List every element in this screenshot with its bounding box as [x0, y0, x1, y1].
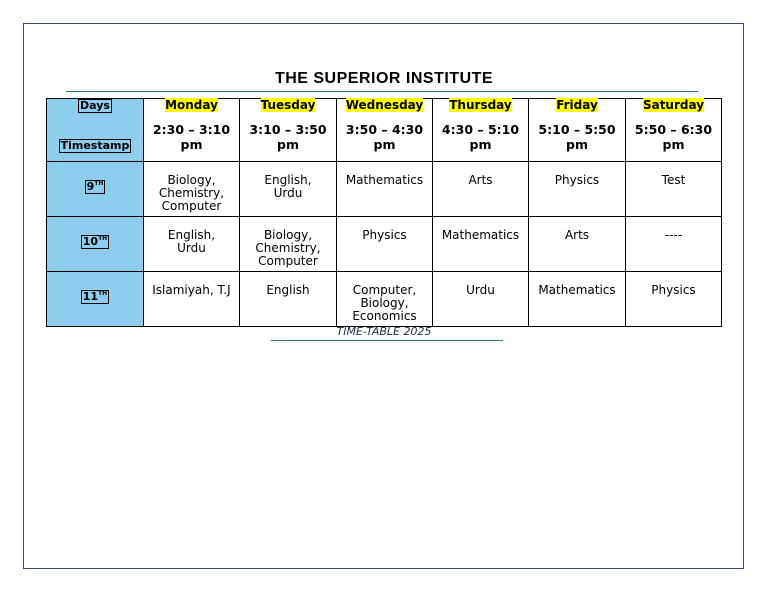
time-suffix: pm: [180, 137, 203, 152]
grade-label: 9TH: [86, 180, 104, 193]
days-timestamp-header: [47, 99, 144, 162]
time-suffix: pm: [469, 137, 492, 152]
subject-cell: Mathematics: [337, 162, 433, 217]
day-header-thursday: [433, 99, 529, 162]
subject-cell: Physics: [337, 217, 433, 272]
day-header-monday: [144, 99, 240, 162]
table-row: [47, 272, 722, 327]
grade-cell-10th: [47, 217, 144, 272]
day-name: Monday: [165, 98, 218, 112]
subject-cell: Arts: [433, 162, 529, 217]
subject-cell: English: [240, 272, 337, 327]
time-range: 5:50 – 6:30: [634, 122, 713, 137]
subject-cell: Biology, Chemistry, Computer: [240, 217, 337, 272]
subject-cell: English, Urdu: [144, 217, 240, 272]
day-name: Thursday: [449, 98, 512, 112]
day-header-friday: [529, 99, 626, 162]
table-row: [47, 162, 722, 217]
grade-label: 11TH: [82, 290, 108, 303]
subject-cell: Arts: [529, 217, 626, 272]
day-header-saturday: [626, 99, 722, 162]
subject-cell: ----: [626, 217, 722, 272]
day-header-tuesday: [240, 99, 337, 162]
subject-cell: Urdu: [433, 272, 529, 327]
time-suffix: pm: [662, 137, 685, 152]
subject-cell: Mathematics: [529, 272, 626, 327]
day-name: Friday: [556, 98, 598, 112]
time-range: 3:50 – 4:30: [345, 122, 424, 137]
time-suffix: pm: [277, 137, 299, 152]
grade-label: 10TH: [82, 235, 108, 248]
subject-cell: English, Urdu: [240, 162, 337, 217]
subject-cell: Test: [626, 162, 722, 217]
day-name: Wednesday: [345, 98, 424, 112]
day-name: Saturday: [642, 98, 705, 112]
days-label: Days: [80, 99, 110, 112]
time-range: 3:10 – 3:50: [249, 122, 327, 137]
caption-underline: [271, 340, 503, 341]
time-suffix: pm: [373, 137, 396, 152]
time-range: 5:10 – 5:50: [538, 122, 616, 137]
subject-cell: Mathematics: [433, 217, 529, 272]
table-caption: TIME-TABLE 2025: [336, 325, 432, 338]
time-range: 2:30 – 3:10: [152, 122, 231, 137]
subject-cell: Computer, Biology, Economics: [337, 272, 433, 327]
time-range: 4:30 – 5:10: [441, 122, 520, 137]
subject-cell: Islamiyah, T.J: [144, 272, 240, 327]
subject-cell: Physics: [529, 162, 626, 217]
grade-cell-11th: [47, 272, 144, 327]
timestamp-label: Timestamp: [60, 139, 130, 152]
table-row: [47, 217, 722, 272]
subject-cell: Physics: [626, 272, 722, 327]
page-title: THE SUPERIOR INSTITUTE: [274, 70, 494, 87]
day-name: Tuesday: [260, 98, 316, 112]
time-suffix: pm: [566, 137, 588, 152]
header-row: [47, 99, 722, 162]
day-header-wednesday: [337, 99, 433, 162]
title-underline: [66, 91, 698, 92]
subject-cell: Biology, Chemistry, Computer: [144, 162, 240, 217]
grade-cell-9th: [47, 162, 144, 217]
timetable: [46, 98, 722, 327]
